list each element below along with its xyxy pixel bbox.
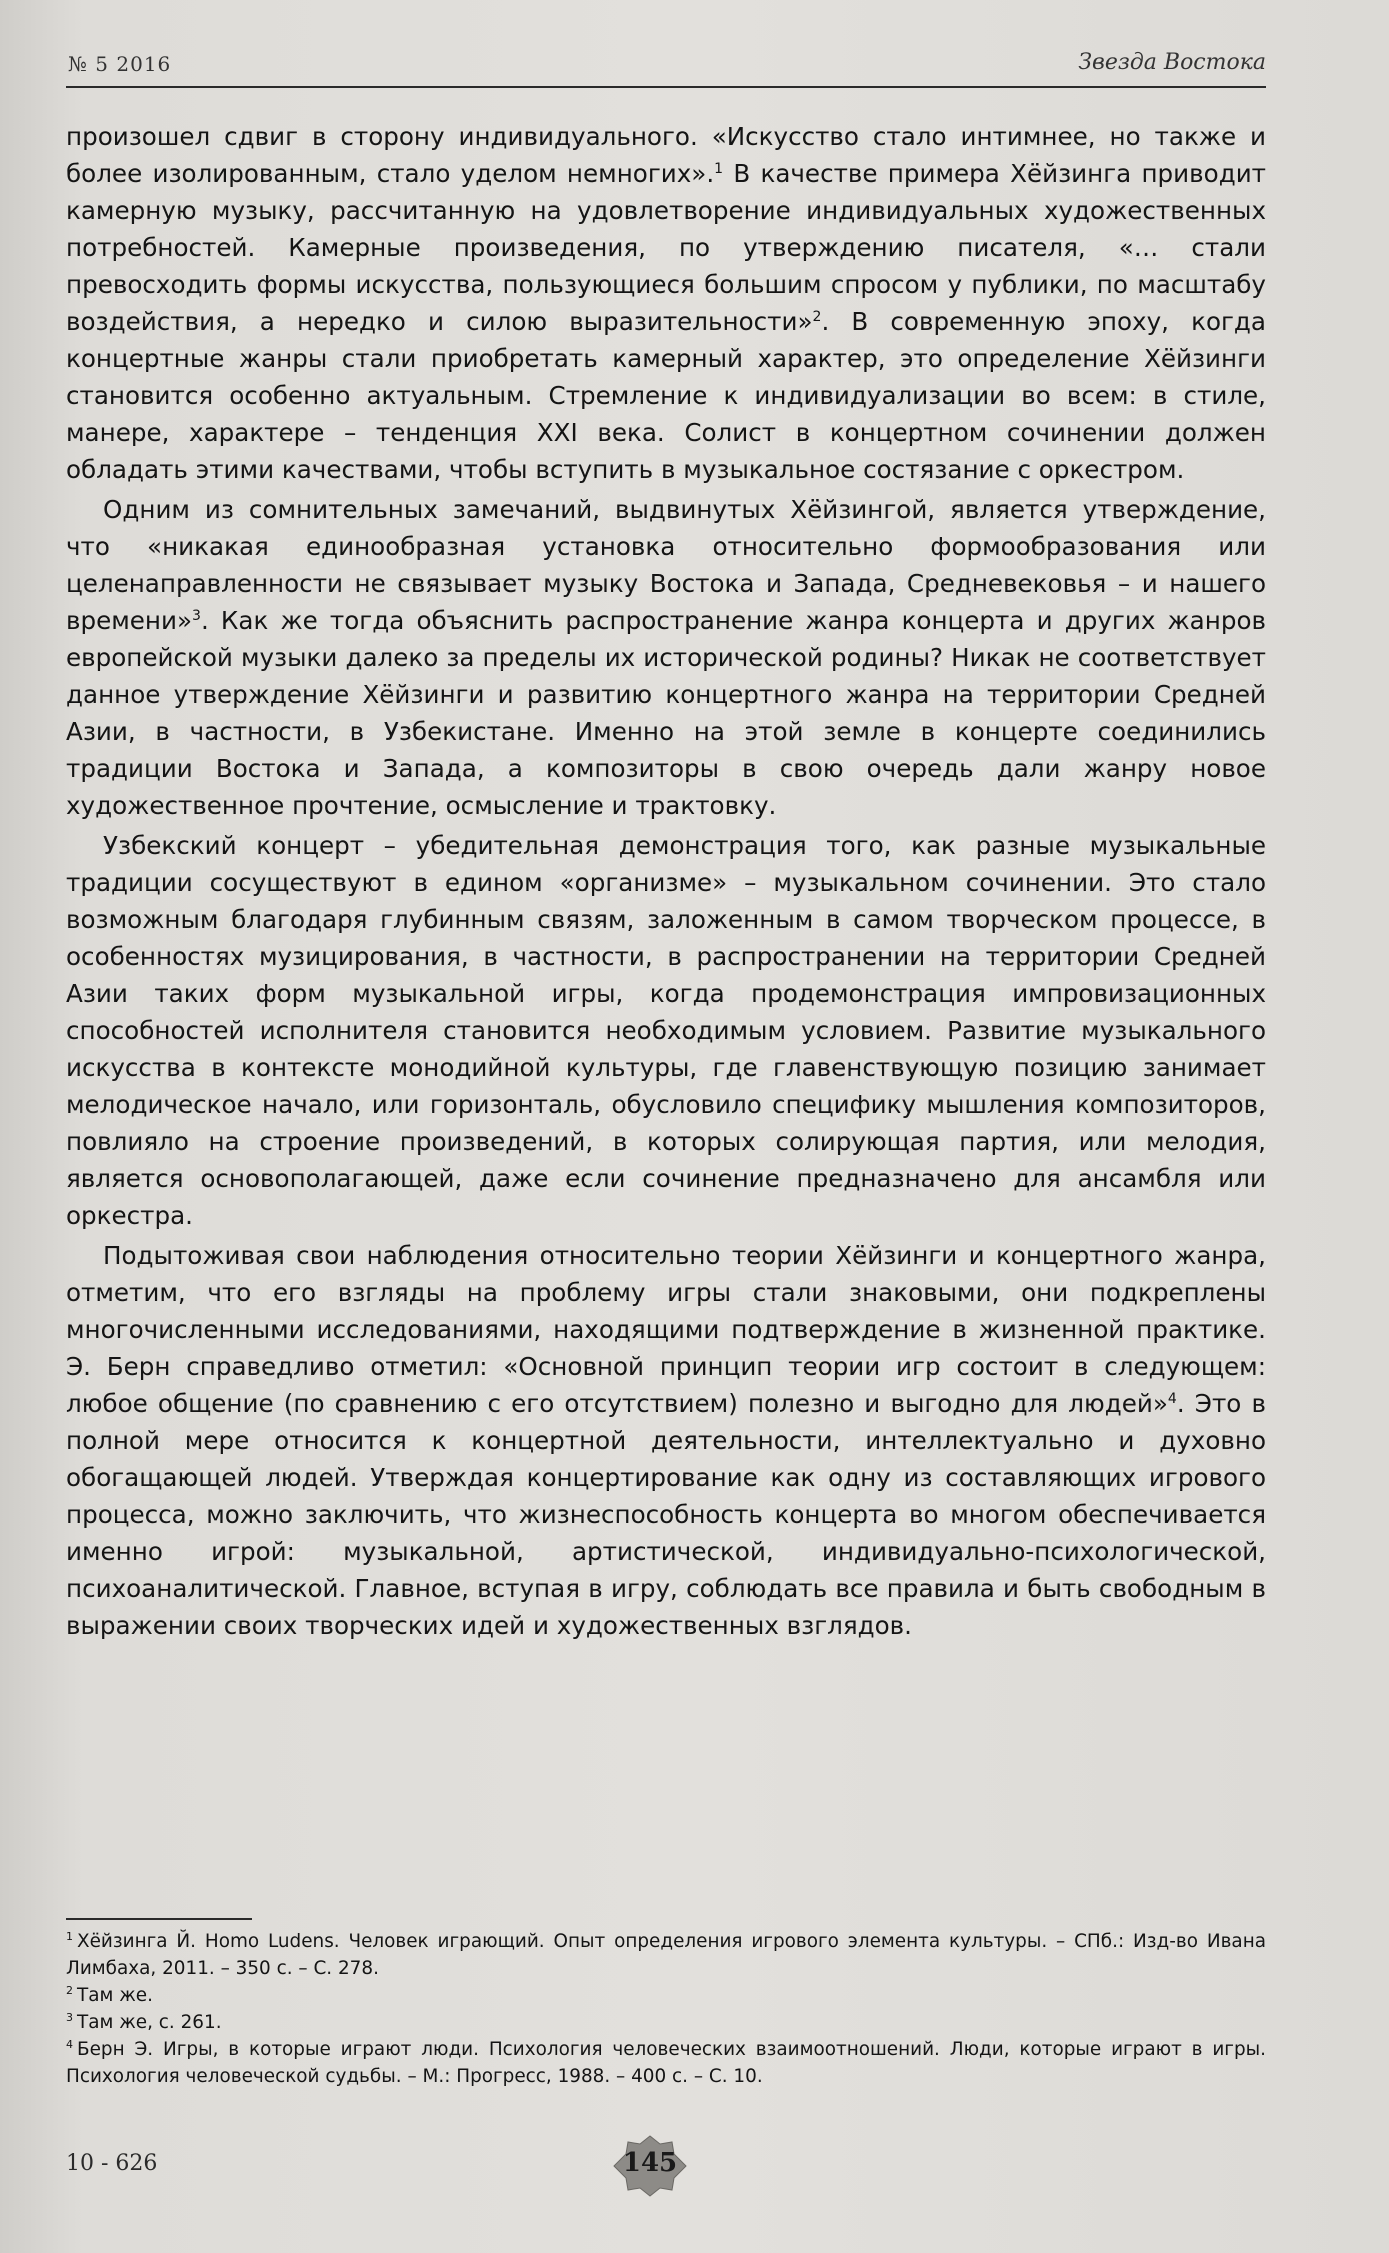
- article-body: [66, 118, 1266, 1647]
- footnote-text: Берн Э. Игры, в которые играют люди. Психология человеческих взаимоотношений. Люди, которые играют в игры. Психология человеческой судьбы. – М.: Прогресс, 1988. – 400 с. – С. 10.: [66, 2039, 1266, 2087]
- footnote-ref-4: 4: [1167, 1390, 1177, 1407]
- page-number: 145: [622, 2148, 678, 2178]
- issue-number: № 5 2016: [68, 52, 172, 76]
- paragraph-3: Узбекский концерт – убедительная демонстрация того, как разные музыкальные традиции сосуществуют в едином «организме» – музыкальном сочинении. Это стало возможным благодаря глубинным связям, заложенным в самом творческом процессе, в особенностях музицирования, в частности, в распространении на территории Средней Азии таких форм музыкальной игры, когда продемонстрация импровизационных способностей исполнителя становится необходимым условием. Развитие музыкального искусства в контексте монодийной культуры, где главенствующую позицию занимает мелодическое начало, или горизонталь, обусловило специфику мышления композиторов, повлияло на строение произведений, в которых солирующая партия, или мелодия, является основополагающей, даже если сочинение предназначено для ансамбля или оркестра.: [66, 831, 1266, 1230]
- paragraph-text: Одним из сомнительных замечаний, выдвинутых Хёйзингой, является утверждение, что «никакая единообразная установка относительно формообразования или целенаправленности не связывает музыку Востока и Запада, Средневековья – и нашего времени»: [66, 495, 1266, 635]
- journal-title: Звезда Востока: [1078, 50, 1266, 75]
- footnote-separator: [66, 1918, 252, 1920]
- footnote-4: [66, 2036, 1266, 2090]
- paragraph-text: произошел сдвиг в сторону индивидуального. «Искусство стало интимнее, но также и более изолированным, стало уделом немногих».: [66, 122, 1266, 188]
- paragraph-2: [66, 491, 1266, 824]
- paragraph-text: . Это в полной мере относится к концертной деятельности, интеллектуально и духовно обогащающей людей. Утверждая концертирование как одну из составляющих игрового процесса, можно заключить, что жизнеспособность концерта во многом обеспечивается именно игрой: музыкальной, артистической, индивидуально-психологической, психоаналитической. Главное, вступая в игру, соблюдать все правила и быть свободным в выражении своих творческих идей и художественных взглядов.: [66, 1389, 1266, 1640]
- footnote-number: 3: [66, 2010, 73, 2024]
- footnote-number: 1: [66, 1929, 73, 1943]
- footnote-ref-3: 3: [192, 607, 201, 624]
- paragraph-text: Подытоживая свои наблюдения относительно теории Хёйзинги и концертного жанра, отметим, что его взгляды на проблему игры стали знаковыми, они подкреплены многочисленными исследованиями, находящими подтверждение в жизненной практике. Э. Берн справедливо отметил: «Основной принцип теории игр состоит в следующем: любое общение (по сравнению с его отсутствием) полезно и выгодно для людей»: [66, 1241, 1266, 1418]
- footnote-text: Там же.: [77, 1985, 153, 2006]
- footnote-ref-2: 2: [812, 308, 822, 325]
- footnote-2: [66, 1982, 1266, 2009]
- footnote-ref-1: 1: [714, 160, 724, 177]
- paragraph-4: [66, 1237, 1266, 1644]
- running-header: [66, 46, 1266, 88]
- footnote-text: Там же, с. 261.: [77, 2012, 222, 2033]
- footnote-text: Хёйзинга Й. Homo Ludens. Человек играющий. Опыт определения игрового элемента культуры. – СПб.: Изд-во Ивана Лимбаха, 2011. – 350 с. – С. 278.: [66, 1931, 1266, 1979]
- paragraph-text: В качестве примера Хёйзинга приводит камерную музыку, рассчитанную на удовлетворение индивидуальных художественных потребностей. Камерные произведения, по утверждению писателя, «… стали превосходить формы искусства, пользующиеся большим спросом у публики, по масштабу воздействия, а нередко и силою выразительности»: [66, 159, 1267, 336]
- footnote-1: [66, 1928, 1266, 1982]
- footnotes: [66, 1928, 1266, 2090]
- paragraph-text: . Как же тогда объяснить распространение жанра концерта и других жанров европейской музыки далеко за пределы их исторической родины? Никак не соответствует данное утверждение Хёйзинги и развитию концертного жанра на территории Средней Азии, в частности, в Узбекистане. Именно на этой земле в концерте соединились традиции Востока и Запада, а композиторы в свою очередь дали жанру новое художественное прочтение, осмысление и трактовку.: [66, 606, 1266, 820]
- footnote-number: 2: [66, 1983, 73, 1997]
- signature-mark: 10 - 626: [66, 2151, 158, 2176]
- page-number-badge: [612, 2134, 688, 2198]
- paragraph-1: [66, 118, 1266, 488]
- footnote-number: 4: [66, 2037, 73, 2051]
- footnote-3: [66, 2009, 1266, 2036]
- paragraph-text: . В современную эпоху, когда концертные жанры стали приобретать камерный характер, это определение Хёйзинги становится особенно актуальным. Стремление к индивидуализации во всем: в стиле, манере, характере – тенденция XXI века. Солист в концертном сочинении должен обладать этими качествами, чтобы вступить в музыкальное состязание с оркестром.: [66, 307, 1266, 484]
